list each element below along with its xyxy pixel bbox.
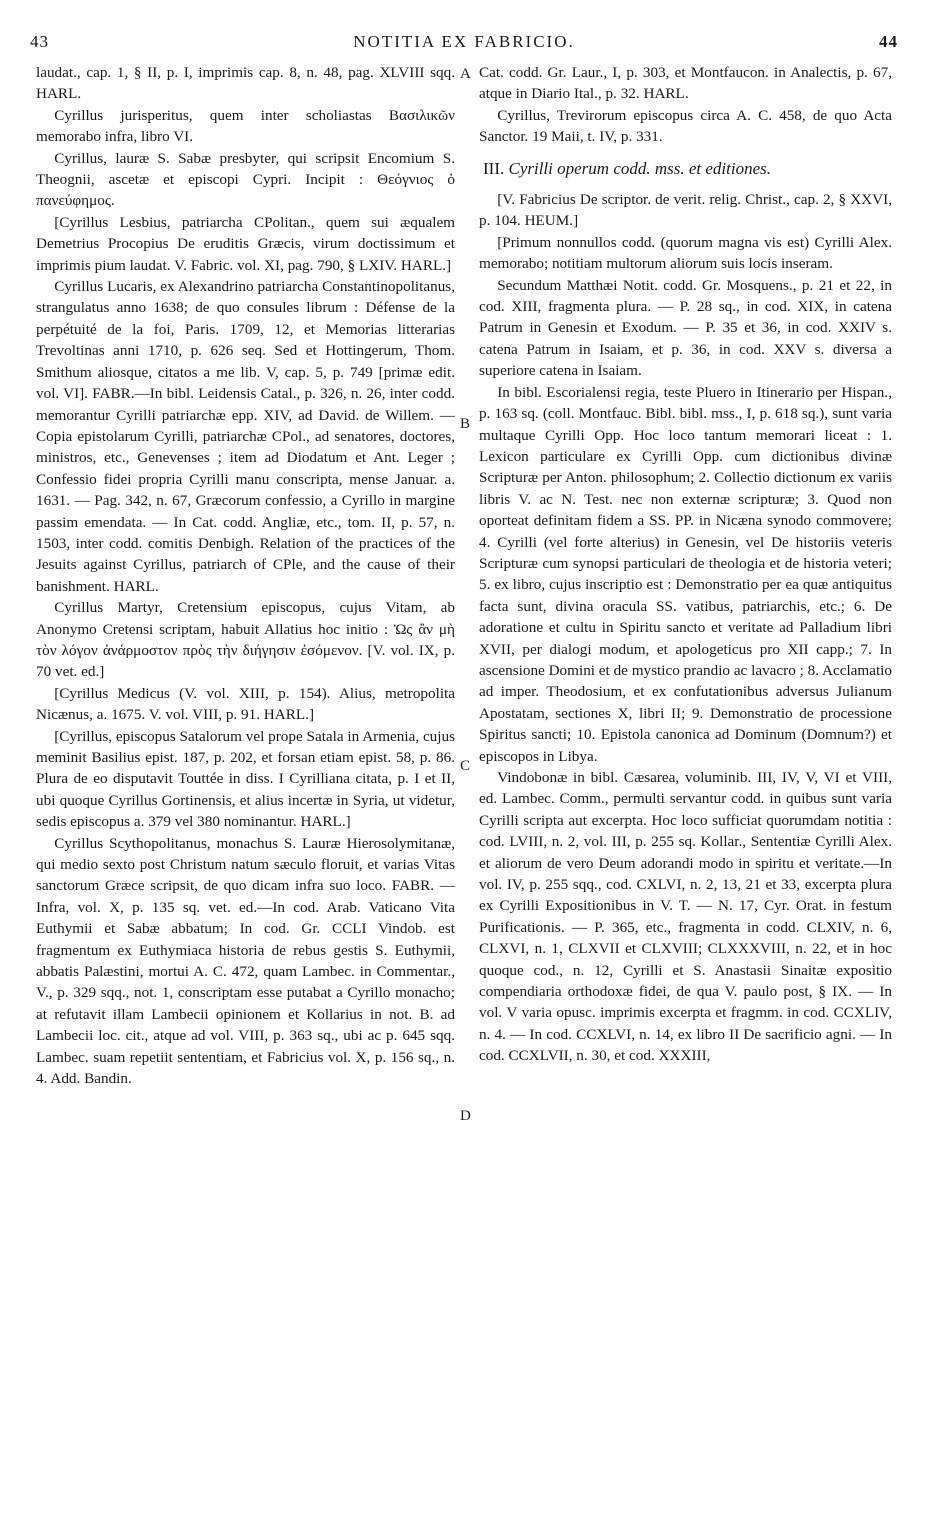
running-title: NOTITIA EX FABRICIO.: [353, 32, 575, 51]
paragraph: [Primum nonnullos codd. (quorum magna vis est) Cyrilli Alex. memorabo; notitiam multorum aliorum suis locis inseram.: [479, 233, 892, 273]
paragraph: [V. Fabricius De scriptor. de verit. relig. Christ., cap. 2, § XXVI, p. 104. HEUM.]: [479, 191, 892, 230]
paragraph: Cyrillus Martyr, Cretensium episcopus, cujus Vitam, ab Anonymo Cretensi scriptam, habuit Allatius hoc initio : Ὡς ἂν μὴ τὸν λόγον ἀνάρμοστον πρὸς τὴν διήγησιν ἐσόμενον. [V. vol. IX, p. 70 vet. ed.]: [36, 599, 455, 681]
continued-paragraph: laudat., cap. 1, § II, p. I, imprimis cap. 8, n. 48, pag. XLVIII sqq. HARL.: [36, 64, 455, 103]
margin-marker-b: B: [460, 416, 471, 432]
margin-marker-a: A: [460, 66, 471, 82]
continued-paragraph: Cat. codd. Gr. Laur., I, p. 303, et Montfaucon. in Analectis, p. 67, atque in Diario Ital., p. 32. HARL.: [479, 64, 892, 103]
paragraph: Cyrillus, Trevirorum episcopus circa A. C. 458, de quo Acta Sanctor. 19 Maii, t. IV, p. 331.: [479, 106, 892, 146]
page-header: [30, 32, 898, 56]
paragraph: [Cyrillus, episcopus Satalorum vel prope Satala in Armenia, cujus meminit Basilius epist. 187, p. 202, et forsan etiam epist. 58, p. 86. Plura de eo disputavit Touttée in diss. I Cyrilliana citata, p. I et II, ubi quoque Cyrillus Gortinensis, et alius incertæ in Syria, ut videtur, sedis episcopus a. 379 vel 380 nominantur. HARL.]: [36, 727, 455, 831]
page-number-right: 44: [879, 32, 898, 51]
section-heading: [479, 158, 892, 179]
paragraph: In bibl. Escorialensi regia, teste Pluero in Itinerario per Hispan., p. 163 sq. (coll. Montfauc. Bibl. bibl. mss., I, p. 618 sq.), sunt varia multaque Cyrilli Opp. Hoc loco tantum memorari liceat : 1. Lexicon particulare ex Cyrilli Opp. cum dictionibus divinæ Scripturæ per Anton. philosophum; 2. Collectio dictionum ex variis libris V. ac N. Test. nec non externæ scripturæ; 3. Quod non oporteat definitam fidem a SS. PP. in Nicæna synodo commovere; 4. Cyrilli (vel forte alterius) in Genesin, vel De historiis veteris Scripturæ cum synopsi particulari de theologia et de historia veteri; 5. ex libro, cujus inscriptio est : Demonstratio per ea quæ antiquitus facta sunt, divina oracula SS. vatibus, patriarchis, etc.; 6. De adoratione et cultu in Spiritu sancto et veritate ad Palladium libri XVII, per dialogi modum, et apologeticus pro XII capp.; 7. In ascensione Domini et de mystico prandio ac lavacro ; 8. Acclamatio ad imper. Theodosium, et ex confutationibus adversus Julianum Apostatam, sectiones X, libri II; 9. Demonstratio de processione Spiritus sancti; 10. Epistola canonica ad Dominum (Domnum?) et episcopos in Libya.: [479, 383, 892, 765]
paragraph: Cyrillus Scythopolitanus, monachus S. Lauræ Hierosolymitanæ, qui medio sexto post Christum natum sæculo floruit, et varias Vitas sanctorum Græce scripsit, de quo dicam infra suo loco. FABR. —Infra, vol. X, p. 135 sq. vet. ed.—In cod. Arab. Vaticano Vita Euthymii et Sabæ abbatum; In cod. Gr. CCLI Vindob. est fragmentum ex Euthymiaca historia de rebus gestis S. Euthymii, abbatis Palæstini, mortui A. C. 472, quam Lambec. in Commentar., V., p. 329 sqq., not. 1, conscriptam esse putabat a Cyrillo monacho; at refutavit illam Lambecii opinionem et Kollarius in not. B. ad Lambecii loc. cit., atque ad vol. VIII, p. 363 sq., ubi ac p. 645 sqq. Lambec. suam repetiit sententiam, et Fabricius vol. X, p. 156 sq., n. 4. Add. Bandin.: [36, 834, 455, 1088]
section-title: Cyrilli operum codd. mss. et editiones.: [508, 158, 772, 178]
margin-marker-c: C: [460, 758, 471, 774]
paragraph: Vindobonæ in bibl. Cæsarea, voluminib. III, IV, V, VI et VIII, ed. Lambec. Comm., permulti servantur codd. in quibus sunt varia Cyrilli scripta aut excerpta. Hoc loco sufficiat quorumdam notitia : cod. LVIII, n. 2, vol. III, p. 255 sq. Kollar., Sententiæ Cyrilli Alex. et aliorum de vero Deum adorandi modo in spiritu et veritate.—In vol. IV, p. 255 sqq., cod. CXLVI, n. 2, 13, 21 et 33, excerpta plura ex Cyrilli Expositionibus in V. T. — N. 17, Cyr. Orat. in festum Purificationis. — P. 365, etc., fragmenta in codd. CLXIV, n. 6, CLXVI, n. 1, CLXVII et CLXVIII; CLXXXVIII, n. 22, et in hoc quoque cod., n. 12, Cyrilli et S. Anastasii Sinaitæ expositio compendiaria orthodoxæ fidei, de qua V. paulo post, § IX. — In vol. V varia opusc. imprimis excerpta et fragmm. in cod. CCXLIV, n. 4. — In cod. CCXLVI, n. 14, ex libro II De sacrificio agni. — In cod. CCXLVII, n. 30, et cod. XXXIII,: [479, 769, 892, 1065]
paragraph: Cyrillus jurisperitus, quem inter scholiastas Βασιλικῶν memorabo infra, libro VI.: [36, 106, 455, 146]
page-number-left: 43: [30, 32, 49, 51]
section-number: III.: [483, 158, 505, 178]
paragraph: Cyrillus Lucaris, ex Alexandrino patriarcha Constantinopolitanus, strangulatus anno 1638; de quo consules librum : Défense de la perpétuité de la foi, Paris. 1709, 12, et Memorias litterarias Trevoltinas anni 1710, p. 626 seq. Sed et Hottingerum, Thom. Smithum aliosque, citatos a me lib. V, cap. 5, p. 749 [primæ edit. vol. VI]. FABR.—In bibl. Leidensis Catal., p. 326, n. 26, inter codd. memorantur Cyrilli patriarchæ epp. XIV, ad David. de Willem. — Copia epistolarum Cyrilli, patriarchæ CPol., ad senatores, doctores, ministros, etc., Genevenses ; item ad Diodatum et Ant. Leger ; Confessio fidei propria Cyrilli manu conscripta, mense Januar. a. 1631. — Pag. 342, n. 67, Græcorum confessio, a Cyrillo in margine passim emendata. — In Cat. codd. Angliæ, etc., tom. II, p. 57, n. 1503, inter codd. comitis Denbigh. Relation of the practices of the Jesuits against Cyrillus, patriarch of CPle, and the cause of their banishment. HARL.: [36, 278, 455, 595]
paragraph: [Cyrillus Lesbius, patriarcha CPolitan., quem sui æqualem Demetrius Procopius De eruditis Græcis, virum doctissimum et imprimis pium laudat. V. Fabric. vol. XI, pag. 790, § LXIV. HARL.]: [36, 213, 455, 274]
paragraph: Cyrillus, lauræ S. Sabæ presbyter, qui scripsit Encomium S. Theognii, ascetæ et episcopi Cypri. Incipit : Θεόγνιος ὁ πανεύφημος.: [36, 149, 455, 210]
paragraph: [Cyrillus Medicus (V. vol. XIII, p. 154). Alius, metropolita Nicænus, a. 1675. V. vol. VIII, p. 91. HARL.]: [36, 684, 455, 724]
margin-marker-d: D: [460, 1108, 471, 1124]
left-column: [36, 62, 455, 1090]
right-column: [479, 62, 892, 1067]
paragraph: Secundum Matthæi Notit. codd. Gr. Mosquens., p. 21 et 22, in cod. XIII, fragmenta plura. — P. 28 sq., in cod. XIX, in catena Patrum in Genesin et Exodum. — P. 35 et 36, in cod. XXIV s. catena Patrum in Isaiam, et p. 36, in cod. XXV s. diversa a superiore catena in Isaiam.: [479, 276, 892, 380]
